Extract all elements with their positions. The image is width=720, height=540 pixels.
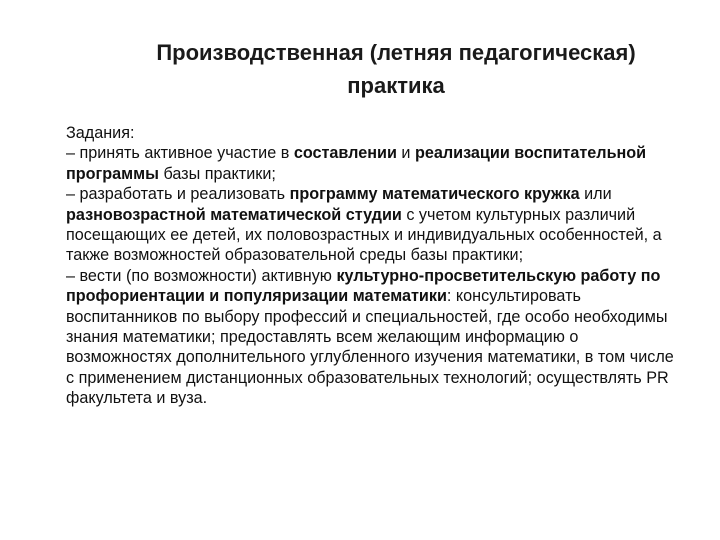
task-3-bold-1: культурно-просветительскую работу по профориентации и популяризации математики — [66, 266, 661, 306]
title-line-1: Производственная (летняя педагогическая) — [156, 40, 636, 65]
task-1-bold-2: реализации воспитательной программы — [66, 144, 647, 183]
task-2-bold-2: разновозрастной математической студии — [66, 205, 402, 224]
task-1-bold-1: составлении — [293, 144, 397, 163]
slide-title — [36, 36, 720, 102]
task-1-mid: и — [396, 144, 415, 163]
task-item-1 — [36, 143, 686, 184]
task-1-prefix: – принять активное участие в — [66, 144, 294, 163]
task-2-suffix: с учетом культурных различий посещающих ее детей, их половозрастных и индивидуальных особенностей, а также возможностей образовательной среды базы практики; — [66, 205, 662, 265]
task-2-mid: или — [579, 185, 612, 204]
title-line-2: практика — [347, 73, 445, 98]
slide-body — [36, 123, 686, 409]
tasks-heading — [36, 123, 686, 143]
task-3-prefix: – вести (по возможности) активную — [66, 266, 337, 285]
task-1-suffix: базы практики; — [158, 164, 276, 183]
task-item-3 — [36, 266, 686, 409]
tasks-colon: : — [129, 124, 135, 142]
task-2-prefix: – разработать и реализовать — [66, 185, 290, 204]
task-item-2 — [36, 184, 686, 266]
task-2-bold-1: программу математического кружка — [289, 185, 580, 204]
tasks-label: Задания — [66, 124, 130, 142]
task-3-suffix: : консультировать воспитанников по выбору профессий и специальностей, где особо необходимы знания математики; предоставлять всем желающим информацию о возможностях дополнительного углубленного изучения математики, в том числе с применением дистанционных образовательных технологий; осуществлять PR факультета и вуза. — [66, 287, 674, 408]
